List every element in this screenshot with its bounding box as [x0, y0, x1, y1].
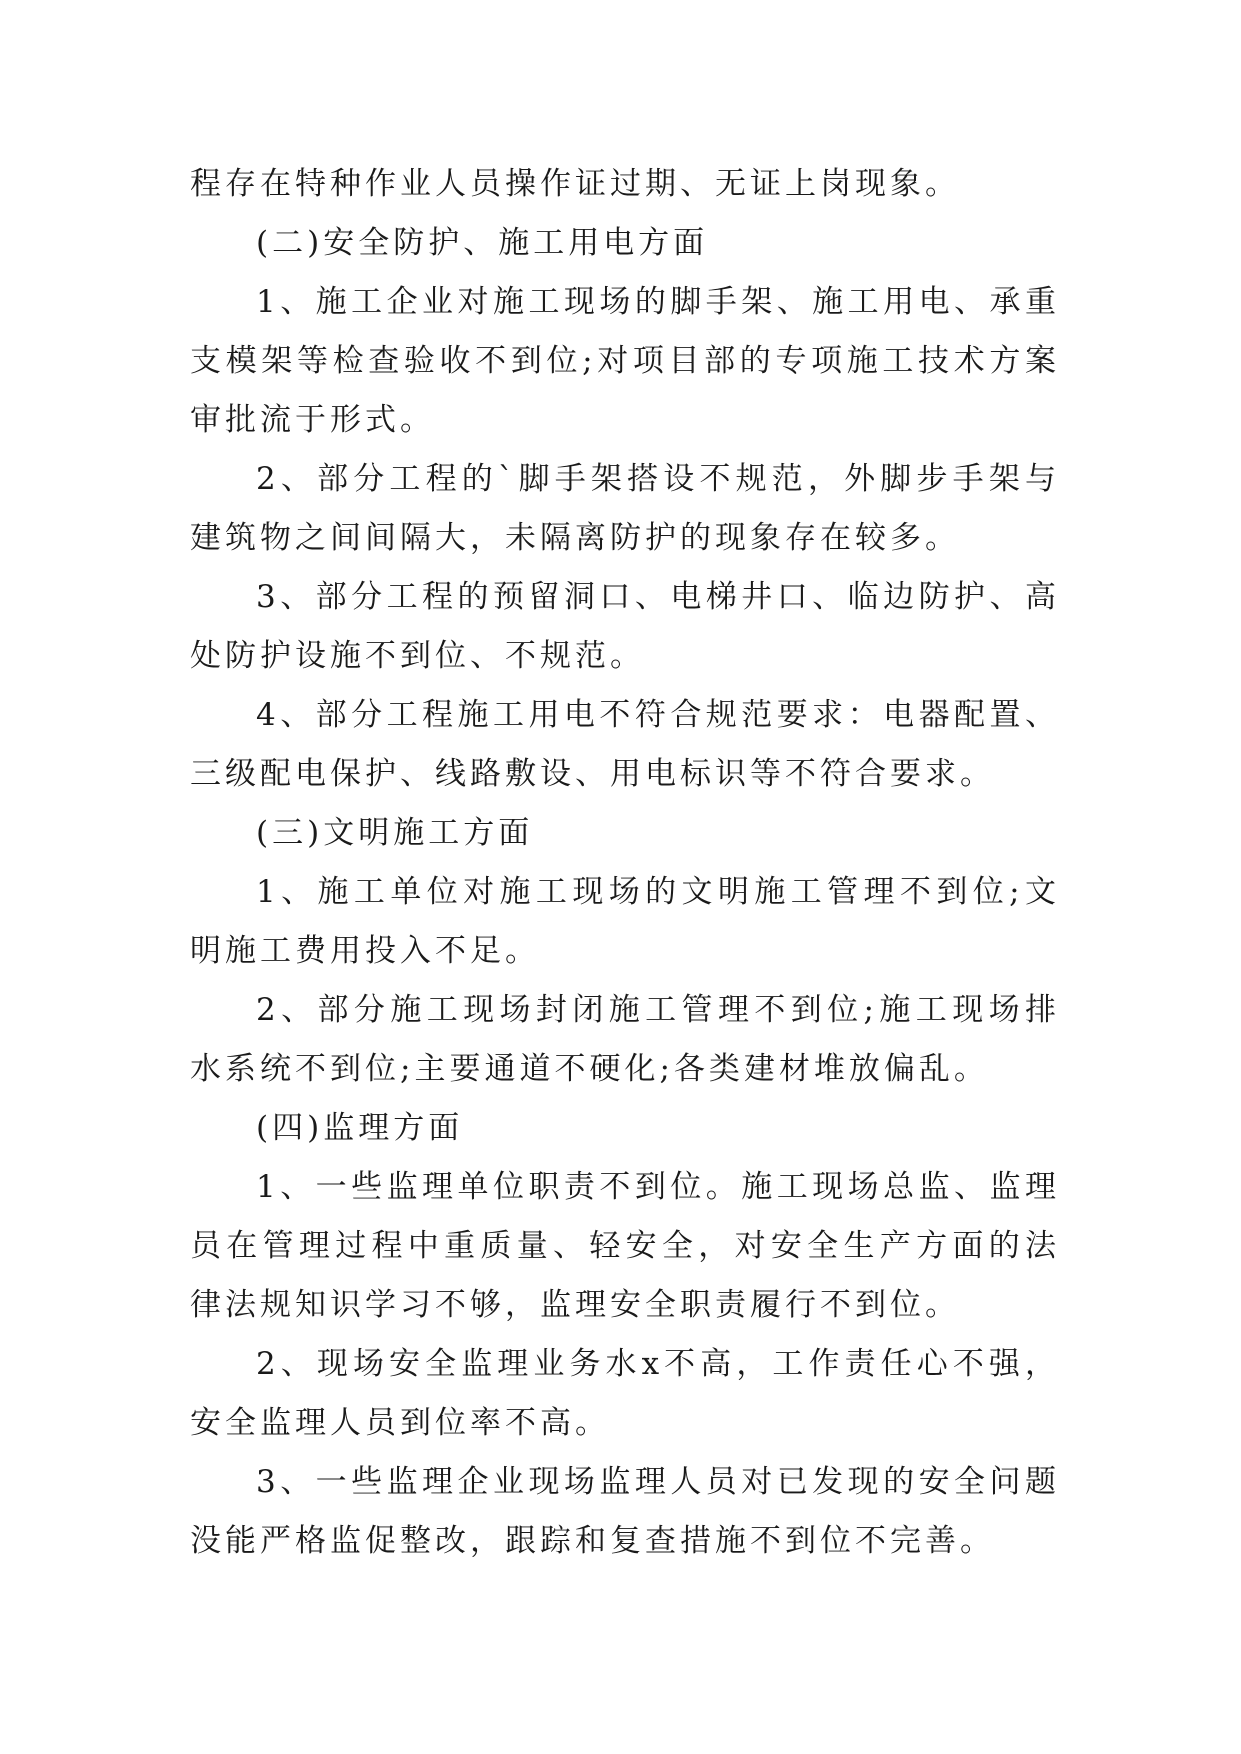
paragraph-item: 3、部分工程的预留洞口、电梯井口、临边防护、高处防护设施不到位、不规范。 — [190, 579, 1060, 674]
document-body — [190, 155, 1060, 1571]
paragraph-item: 1、施工单位对施工现场的文明施工管理不到位;文明施工费用投入不足。 — [190, 874, 1060, 969]
paragraph-item: 1、一些监理单位职责不到位。施工现场总监、监理员在管理过程中重质量、轻安全，对安全生产方面的法律法规知识学习不够，监理安全职责履行不到位。 — [190, 1169, 1060, 1323]
paragraph-continuation: 程存在特种作业人员操作证过期、无证上岗现象。 — [190, 166, 960, 202]
paragraph-item: 2、部分施工现场封闭施工管理不到位;施工现场排水系统不到位;主要通道不硬化;各类建材堆放偏乱。 — [190, 992, 1060, 1087]
section-heading-civilized-construction: (三)文明施工方面 — [256, 815, 534, 851]
section-heading-supervision: (四)监理方面 — [256, 1110, 464, 1146]
section-heading-safety-protection: (二)安全防护、施工用电方面 — [256, 225, 709, 261]
paragraph-item: 1、施工企业对施工现场的脚手架、施工用电、承重支模架等检查验收不到位;对项目部的专项施工技术方案审批流于形式。 — [190, 284, 1060, 438]
paragraph-item: 3、一些监理企业现场监理人员对已发现的安全问题没能严格监促整改，跟踪和复查措施不到位不完善。 — [190, 1464, 1060, 1559]
paragraph-item: 2、现场安全监理业务水x不高，工作责任心不强，安全监理人员到位率不高。 — [190, 1346, 1060, 1441]
paragraph-item: 2、部分工程的`脚手架搭设不规范，外脚步手架与建筑物之间间隔大，未隔离防护的现象存在较多。 — [190, 461, 1060, 556]
paragraph-item: 4、部分工程施工用电不符合规范要求：电器配置、三级配电保护、线路敷设、用电标识等不符合要求。 — [190, 697, 1060, 792]
